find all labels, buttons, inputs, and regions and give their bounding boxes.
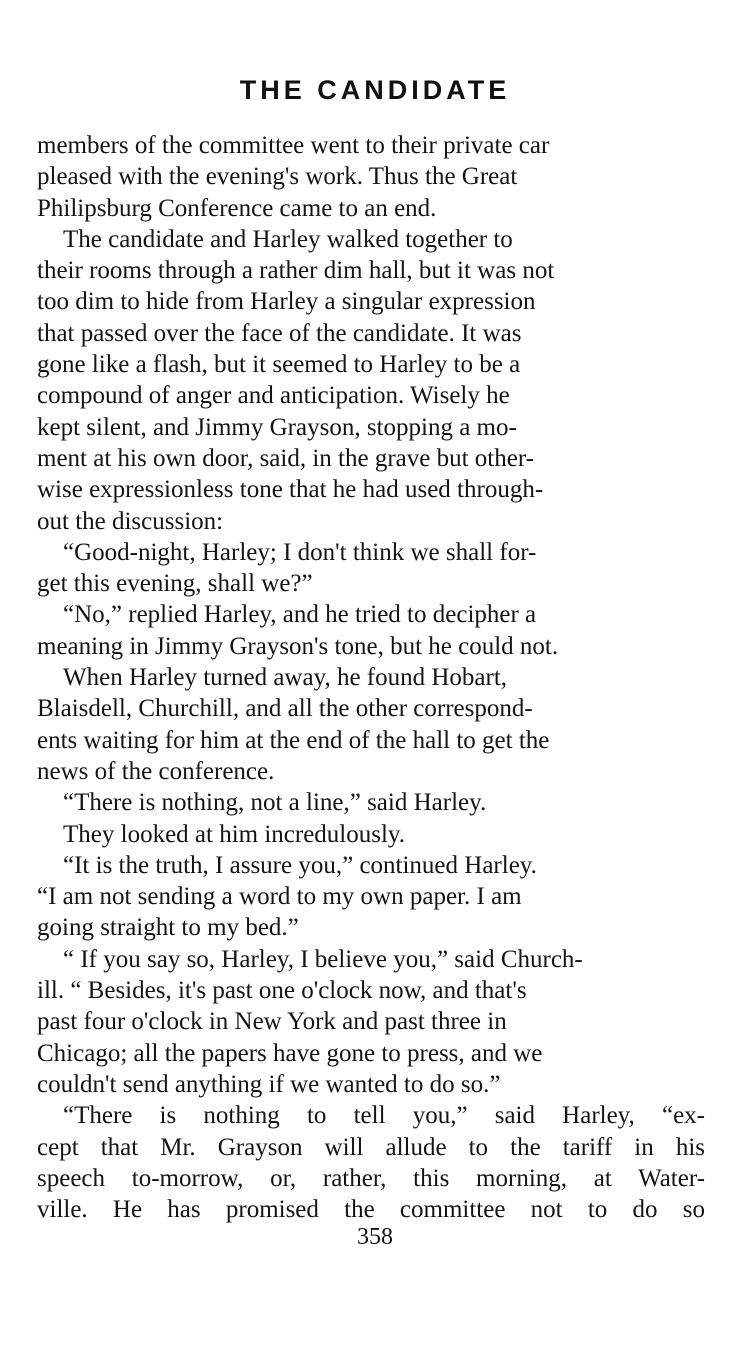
text-line: ville. He has promised the committee not to do so xyxy=(37,1196,705,1224)
text-line: pleased with the evening's work. Thus the Great xyxy=(37,163,518,191)
text-line: gone like a flash, but it seemed to Harley to be a xyxy=(37,351,521,379)
text-line: speech to-morrow, or, rather, this morning, at Water- xyxy=(37,1164,705,1192)
text-line: compound of anger and anticipation. Wisely he xyxy=(37,382,510,410)
text-line: their rooms through a rather dim hall, but it was not xyxy=(37,257,555,285)
paragraph-8 xyxy=(37,850,705,944)
page-number: 358 xyxy=(357,1224,393,1250)
text-line: Chicago; all the papers have gone to press, and we xyxy=(37,1039,543,1067)
running-title: THE CANDIDATE xyxy=(239,75,511,105)
text-line: When Harley turned away, he found Hobart, xyxy=(63,664,508,692)
text-line: “It is the truth, I assure you,” continued Harley. xyxy=(63,851,537,879)
paragraph-3 xyxy=(37,537,705,600)
text-line: couldn't send anything if we wanted to do so.” xyxy=(37,1070,501,1098)
text-line: that passed over the face of the candidate. It was xyxy=(37,319,522,347)
text-line: Philipsburg Conference came to an end. xyxy=(37,194,437,222)
paragraph-6 xyxy=(37,787,705,818)
paragraph-9 xyxy=(37,944,705,1100)
text-line: kept silent, and Jimmy Grayson, stopping a mo- xyxy=(37,413,517,441)
text-line: ment at his own door, said, in the grave but other- xyxy=(37,444,534,472)
text-line: The candidate and Harley walked together to xyxy=(63,225,513,253)
paragraph-7 xyxy=(37,819,705,850)
text-line: “ If you say so, Harley, I believe you,” said Church- xyxy=(63,945,583,973)
paragraph-4 xyxy=(37,599,705,662)
text-line: ill. “ Besides, it's past one o'clock now, and that's xyxy=(37,977,527,1005)
paragraph-10 xyxy=(37,1100,705,1225)
text-line: “There is nothing, not a line,” said Harley. xyxy=(63,789,487,817)
text-line: cept that Mr. Grayson will allude to the tariff in his xyxy=(37,1133,705,1161)
text-line: “I am not sending a word to my own paper. I am xyxy=(37,883,522,911)
text-line: “There is nothing to tell you,” said Harley, “ex- xyxy=(63,1102,705,1130)
text-line: “Good-night, Harley; I don't think we shall for- xyxy=(63,538,537,566)
text-line: wise expressionless tone that he had used through- xyxy=(37,476,544,504)
body-text xyxy=(37,130,705,1225)
paragraph-1 xyxy=(37,130,705,224)
text-line: get this evening, shall we?” xyxy=(37,570,313,598)
text-line: out the discussion: xyxy=(37,507,224,535)
text-line: past four o'clock in New York and past three in xyxy=(37,1008,507,1036)
paragraph-2 xyxy=(37,224,705,537)
text-line: ents waiting for him at the end of the hall to get the xyxy=(37,726,550,754)
text-line: going straight to my bed.” xyxy=(37,914,299,942)
text-line: They looked at him incredulously. xyxy=(63,820,406,848)
paragraph-5 xyxy=(37,662,705,787)
text-line: meaning in Jimmy Grayson's tone, but he could not. xyxy=(37,632,559,660)
text-line: too dim to hide from Harley a singular expression xyxy=(37,288,536,316)
text-line: “No,” replied Harley, and he tried to decipher a xyxy=(63,601,537,629)
text-line: news of the conference. xyxy=(37,757,275,785)
text-line: Blaisdell, Churchill, and all the other correspond- xyxy=(37,695,533,723)
text-line: members of the committee went to their private car xyxy=(37,132,550,159)
